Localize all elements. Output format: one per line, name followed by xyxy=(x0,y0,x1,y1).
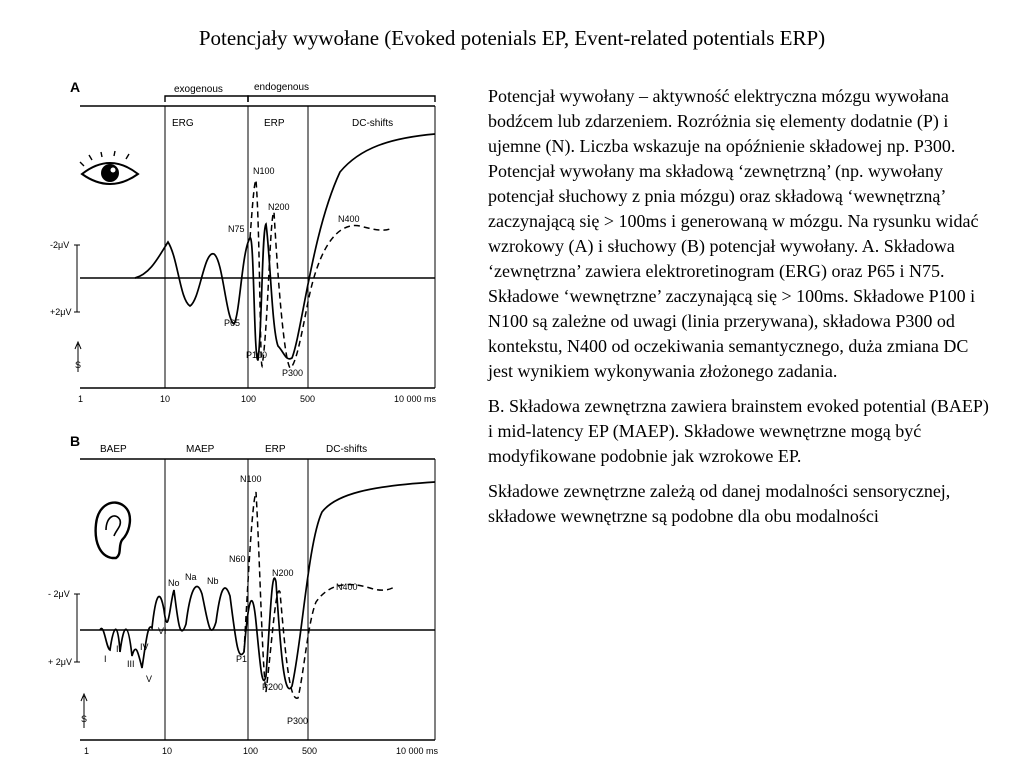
x-tick-1-b: 1 xyxy=(84,746,90,756)
section-dc-shifts-b: DC-shifts xyxy=(326,444,368,455)
peak-no-b: No xyxy=(168,578,180,588)
peak-n100-b: N100 xyxy=(240,474,262,484)
eye-icon xyxy=(80,151,138,184)
panel-b xyxy=(48,433,439,756)
peak-v-b: V xyxy=(146,674,153,684)
panel-a xyxy=(50,79,437,404)
panel-a-y-neg: -2μV xyxy=(50,240,70,250)
slide-title: Potencjały wywołane (Evoked potenials EP, Event-related potentials ERP) xyxy=(198,26,826,50)
peak-ii-b: II xyxy=(116,644,122,654)
panel-a-y-pos: +2μV xyxy=(50,307,72,317)
x-tick-10000-b: 10 000 ms xyxy=(396,746,439,756)
exogenous-label: exogenous xyxy=(174,84,223,95)
peak-p65-a: P65 xyxy=(224,318,241,328)
endogenous-bracket xyxy=(248,96,435,102)
x-tick-10-b: 10 xyxy=(162,746,173,756)
exogenous-bracket xyxy=(165,96,248,102)
panel-b-y-neg: - 2μV xyxy=(48,589,70,599)
section-erp: ERP xyxy=(264,118,285,129)
peak-n60-b: N60 xyxy=(229,554,246,564)
evoked-potentials-figure xyxy=(40,62,470,766)
x-tick-500-a: 500 xyxy=(300,394,316,404)
peak-na-b: Na xyxy=(185,572,197,582)
section-erp-b: ERP xyxy=(265,444,286,455)
panel-a-s-label: S xyxy=(75,360,82,370)
peak-p100-a: P100 xyxy=(246,350,268,360)
section-dc-shifts: DC-shifts xyxy=(352,118,394,129)
x-tick-10000-a: 10 000 ms xyxy=(394,394,437,404)
peak-iv-b: IV xyxy=(140,642,149,652)
peak-n75-a: N75 xyxy=(228,224,245,234)
x-tick-100-b: 100 xyxy=(243,746,259,756)
peak-n200-b: N200 xyxy=(272,568,294,578)
paragraph-1: Potencjał wywołany – aktywność elektryczna mózgu wywołana bodźcem lub zdarzeniem. Rozróżnia się elementy dodatnie (P) i ujemne (N). Liczba wskazuje na opóźnienie składowej np. P300. Potencjał wywołany ma składową ‘zewnętrzną’ (np. wywołany potencjał słuchowy z pnia mózgu) oraz składową ‘wewnętrzną’ zaczynającą się > 100ms i generowaną w mózgu. Na rysunku widać wzrokowy (A) i słuchowy (B) potencjał wywołany. A. Składowa ‘zewnętrzna’ zawiera elektroretinogram (ERG) oraz P65 i N75. Składowe ‘wewnętrzne’ zaczynającą się > 100ms. Składowe P100 i N100 są zależne od uwagi (linia przerywana), składowa P300 od kontekstu, N400 od oczekiwania semantycznego, duża zmiana DC jest wynikiem wykonywania złożonego zadania. xyxy=(488,86,979,381)
peak-nb-b: Nb xyxy=(207,576,219,586)
peak-p300-b: P300 xyxy=(287,716,309,726)
section-baep: BAEP xyxy=(100,444,127,455)
peak-n400-b: N400 xyxy=(336,582,358,592)
panel-b-y-pos: + 2μV xyxy=(48,657,72,667)
paragraph-2: B. Składowa zewnętrzna zawiera brainstem evoked potential (BAEP) i mid-latency EP (MAEP). Składowe wewnętrzne mogą być modyfikowane podobnie jak wzrokowe EP. xyxy=(488,396,989,466)
x-tick-10-a: 10 xyxy=(160,394,171,404)
peak-vi-b: VI xyxy=(158,626,167,636)
panel-b-s-label: S xyxy=(81,714,88,724)
peak-n100-a: N100 xyxy=(253,166,275,176)
figure-svg xyxy=(40,62,470,766)
paragraph-3: Składowe zewnętrzne zależą od danej modalności sensorycznej, składowe wewnętrzne są podobne dla obu modalności xyxy=(488,481,951,526)
x-tick-100-a: 100 xyxy=(241,394,257,404)
peak-p200-b: P200 xyxy=(262,682,284,692)
waveform-b-solid xyxy=(100,482,435,689)
section-erg: ERG xyxy=(172,118,194,129)
panel-b-letter: B xyxy=(70,433,81,449)
peak-n400-a: N400 xyxy=(338,214,360,224)
panel-a-letter: A xyxy=(70,79,81,95)
peak-p300-a: P300 xyxy=(282,368,304,378)
waveform-a-solid xyxy=(135,134,435,360)
ear-icon xyxy=(96,503,130,558)
description-text xyxy=(488,84,993,539)
peak-n200-a: N200 xyxy=(268,202,290,212)
endogenous-label: endogenous xyxy=(254,82,310,93)
section-maep: MAEP xyxy=(186,444,215,455)
peak-i-b: I xyxy=(104,654,107,664)
x-tick-1-a: 1 xyxy=(78,394,84,404)
peak-iii-b: III xyxy=(127,659,135,669)
x-tick-500-b: 500 xyxy=(302,746,318,756)
peak-p1-b: P1 xyxy=(236,654,248,664)
